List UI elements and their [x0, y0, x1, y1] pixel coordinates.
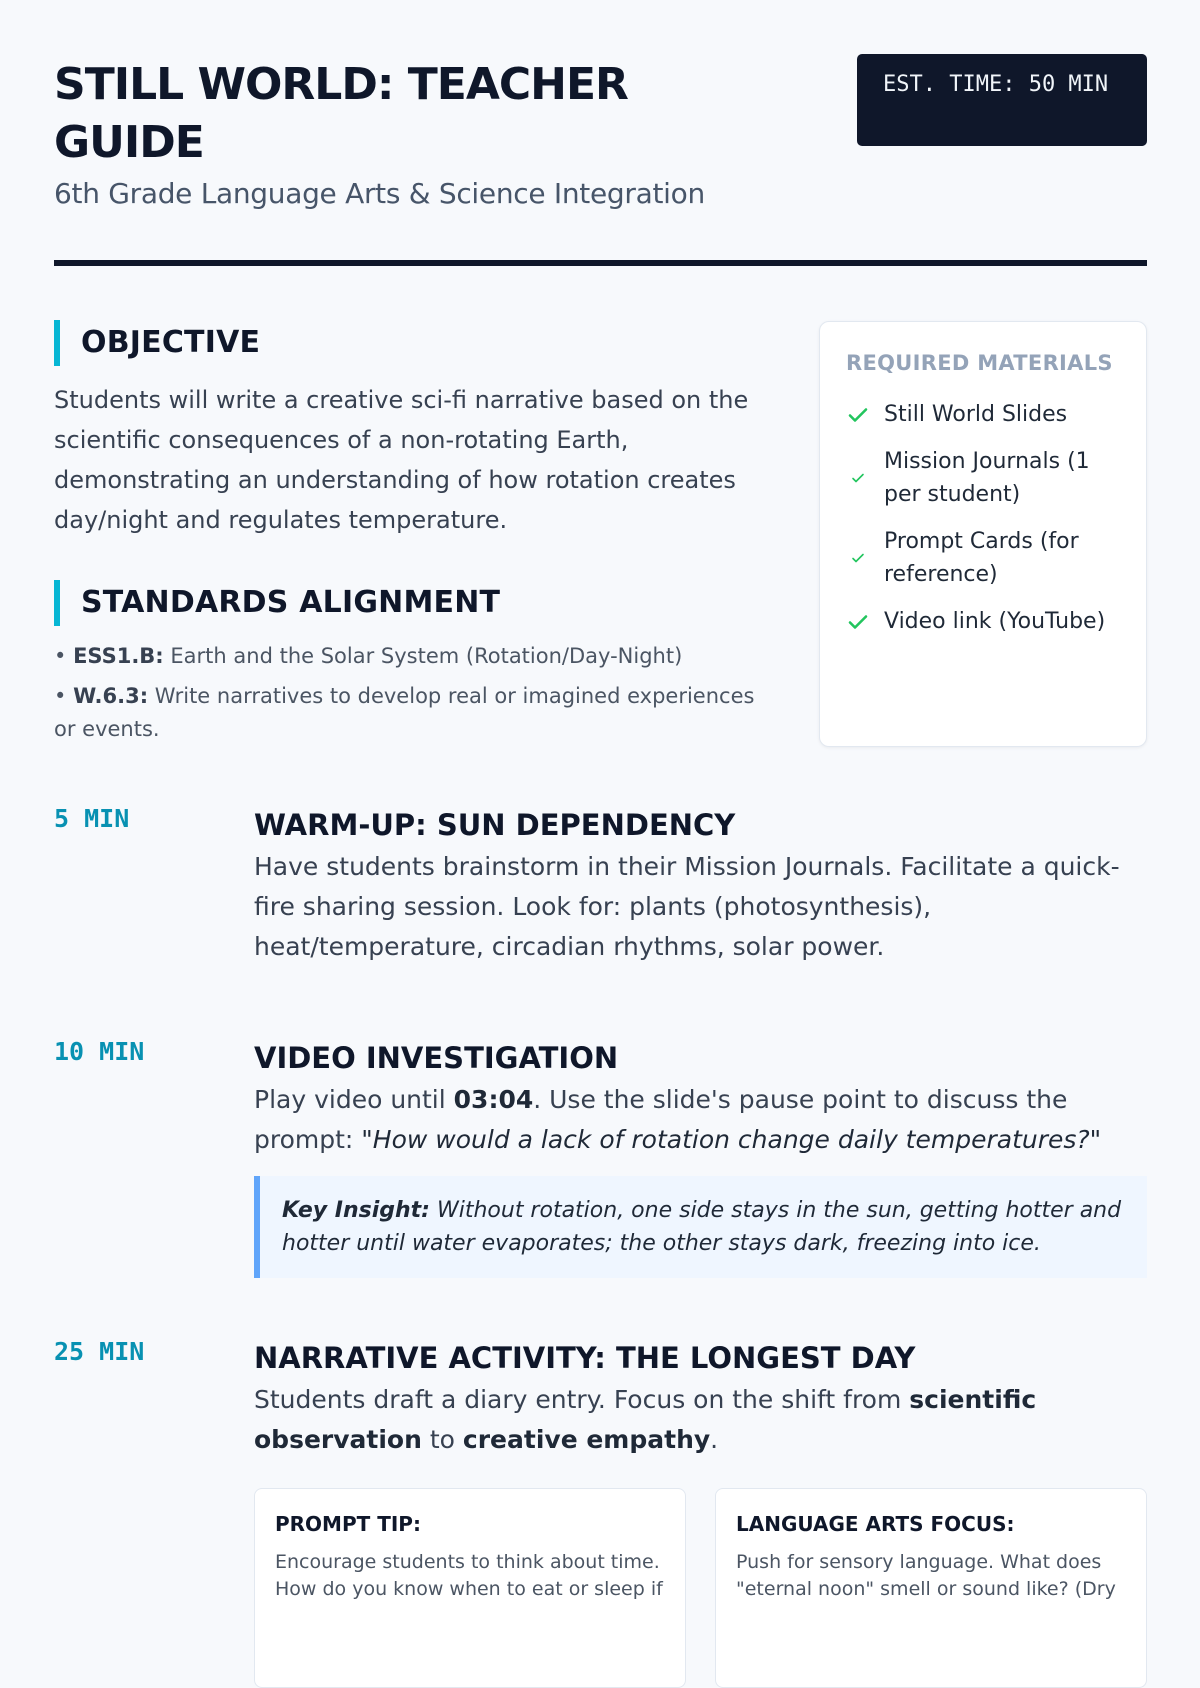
step-duration: 10 MIN [54, 1037, 145, 1066]
materials-item [846, 398, 1120, 431]
standard-text: Earth and the Solar System (Rotation/Day-Night) [170, 644, 683, 668]
objective-heading: OBJECTIVE [54, 320, 260, 366]
materials-item [846, 445, 1120, 511]
header-divider [54, 260, 1147, 266]
step-body [254, 803, 1147, 967]
objective-text: Students will write a creative sci-fi narrative based on the scientific consequences of a non-rotating Earth, demonstrating an understanding of how rotation creates day/night and regulates temperature. [54, 386, 749, 534]
standard-item: • ESS1.B: Earth and the Solar System (Rotation/Day-Night) [54, 644, 683, 668]
materials-title: REQUIRED MATERIALS [846, 351, 1113, 375]
page-title: STILL WORLD: TEACHER GUIDE [54, 59, 628, 168]
tip-cards [254, 1488, 1147, 1618]
step-text-part: to [421, 1425, 463, 1454]
video-timestamp: 03:04 [453, 1085, 534, 1114]
step-body [254, 1036, 1147, 1278]
step-text-part: . Use the slide's pause point to discuss the prompt: [254, 1085, 1068, 1154]
estimated-time-badge: EST. TIME: 50 MIN [857, 54, 1147, 146]
step-title: VIDEO INVESTIGATION [254, 1041, 619, 1075]
check-icon [846, 610, 870, 634]
insight-text: Without rotation, one side stays in the sun, getting hotter and hotter until water evaporates; the other stays dark, freezing into ice. [282, 1198, 1122, 1256]
key-insight-callout [254, 1176, 1147, 1278]
step-body [254, 1336, 1147, 1618]
required-materials-card [819, 321, 1147, 747]
step-title: WARM-UP: SUN DEPENDENCY [254, 808, 736, 842]
materials-item-label: Mission Journals (1 per student) [884, 449, 1090, 507]
step-duration: 25 MIN [54, 1337, 145, 1366]
step-text [254, 1380, 1147, 1460]
step-duration: 5 MIN [54, 804, 130, 833]
materials-item [846, 525, 1120, 591]
materials-item-label: Prompt Cards (for reference) [884, 529, 1079, 587]
check-icon [846, 403, 870, 427]
discussion-prompt: "How would a lack of rotation change daily temperatures?" [361, 1125, 1102, 1154]
materials-item [846, 605, 1120, 638]
page-header [54, 52, 1147, 228]
card-text: Encourage students to think about time. How do you know when to eat or sleep if [275, 1551, 663, 1600]
step-text-part: . [710, 1425, 719, 1454]
standard-code: ESS1.B: [73, 644, 164, 668]
page-subtitle: 6th Grade Language Arts & Science Integration [54, 177, 705, 210]
materials-item-label: Still World Slides [884, 402, 1068, 427]
standard-item: • W.6.3: Write narratives to develop real or imagined experiences or events. [54, 684, 755, 741]
emphasis-text: creative empathy [462, 1425, 711, 1454]
card-text: Push for sensory language. What does "eternal noon" smell or sound like? (Dry [736, 1551, 1116, 1600]
check-icon [846, 466, 870, 490]
card-title: PROMPT TIP: [275, 1512, 421, 1536]
standards-heading: STANDARDS ALIGNMENT [54, 580, 500, 626]
standard-code: W.6.3: [73, 684, 149, 708]
materials-list [846, 398, 1120, 638]
step-text-part: Play video until [254, 1085, 454, 1114]
teacher-guide-page [54, 0, 1147, 1600]
standards-list [54, 640, 774, 753]
insight-label: Key Insight: [282, 1198, 430, 1223]
language-arts-focus-card [715, 1488, 1147, 1688]
emphasis-text: scientific observation [254, 1385, 1037, 1454]
prompt-tip-card [254, 1488, 686, 1688]
card-title: LANGUAGE ARTS FOCUS: [736, 1512, 1015, 1536]
materials-item-label: Video link (YouTube) [884, 609, 1106, 634]
check-icon [846, 546, 870, 570]
step-text: Have students brainstorm in their Mission Journals. Facilitate a quick-fire sharing session. Look for: plants (photosynthesis), heat/temperature, circadian rhythms, solar power. [254, 852, 1120, 961]
standard-text: Write narratives to develop real or imagined experiences or events. [54, 684, 755, 741]
step-text [254, 1080, 1147, 1160]
step-text-part: Students draft a diary entry. Focus on the shift from [254, 1385, 910, 1414]
step-title: NARRATIVE ACTIVITY: THE LONGEST DAY [254, 1341, 916, 1375]
